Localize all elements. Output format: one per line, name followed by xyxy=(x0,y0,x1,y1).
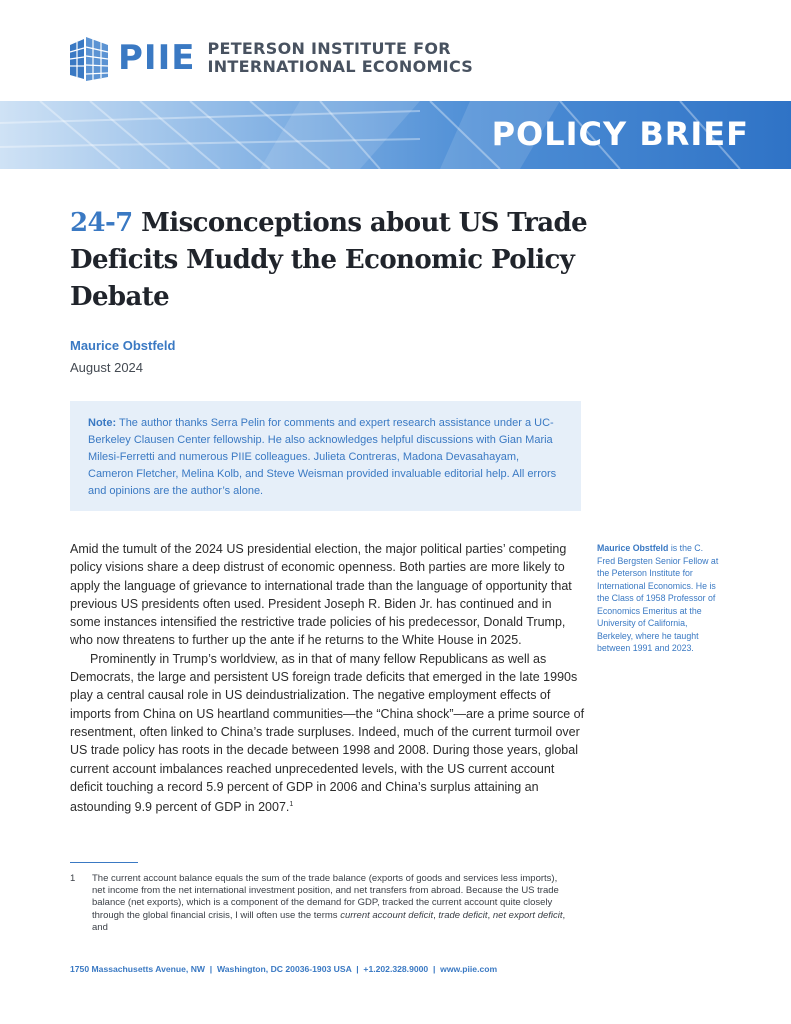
footnote-text-end: , and xyxy=(92,909,566,933)
footnote-term-2: trade deficit xyxy=(438,909,488,921)
institute-name xyxy=(207,40,473,76)
institute-name-line1: PETERSON INSTITUTE FOR xyxy=(207,39,451,58)
page-title xyxy=(70,205,630,316)
author-link[interactable]: Maurice Obstfeld xyxy=(70,338,176,353)
title-text: Misconceptions about US Trade Deficits Muddy the Economic Policy Debate xyxy=(70,208,588,312)
footnote-number: 1 xyxy=(70,873,76,884)
footnote-term-1: current account deficit xyxy=(340,909,434,921)
institute-name-line2: INTERNATIONAL ECONOMICS xyxy=(207,57,474,76)
logo-abbreviation: PIIE xyxy=(118,38,196,78)
note-text: The author thanks Serra Pelin for comments and expert research assistance under a UC-Berkeley Clausen Center fellowship. He also acknowledges helpful discussions with Gian Maria Milesi-Ferretti and numerous PIIE colleagues. Julieta Contreras, Madona Devasahayam, Cameron Fletcher, Melina Kolb, and Steve Weisman provided invaluable editorial help. All errors and opinions are the author’s alone. xyxy=(88,417,557,497)
footnote-term-3: net export deficit xyxy=(492,909,563,921)
paragraph-2-text: Prominently in Trump’s worldview, as in that of many fellow Republicans as well as Democrats, the large and persistent US foreign trade deficits that emerged in the late 1990s play a central causal role in US deindustrialization. The negative employment effects of imports from China on US heartland communities—the “China shock”—are a prime source of resentment, often linked to China’s trade surpluses. Indeed, much of the current turmoil over US trade policy has roots in the decade between 1998 and 2008. During those years, global current account imbalances reached unprecedented levels, with the US current account deficit touching a record 5.9 percent of GDP in 2006 and China’s surplus attaining an astounding 9.9 percent of GDP in 2007. xyxy=(70,651,585,815)
brief-number: 24-7 xyxy=(70,208,133,238)
bio-text: is the C. Fred Bergsten Senior Fellow at the Peterson Institute for International Economics. He is the Class of 1958 Professor of Economics Emeritus at the University of California, Berkeley, where he taught between 1991 and 2023. xyxy=(597,543,719,653)
footnote-text-main: The current account balance equals the sum of the trade balance (exports of goods and services less imports), net income from the net international investment position, and net transfers from abroad. Because the US trade balance (net exports), which is a component of the demand for GDP, tracked the current account quite closely through the global financial crisis, I will often use the terms xyxy=(92,873,559,921)
header-logo[interactable] xyxy=(68,35,473,81)
footnote xyxy=(70,873,570,934)
publication-date: August 2024 xyxy=(70,360,144,375)
policy-brief-banner xyxy=(0,101,791,169)
footnote-text: The current account balance equals the sum of the trade balance (exports of goods and services less imports), net income from the net international investment position, and net transfers from abroad. Because the US trade balance (net exports), which is a component of the demand for GDP, tracked the current account quite closely through the global financial crisis, I will often use the terms current account deficit, trade deficit, net export deficit, and xyxy=(92,873,566,933)
note-label: Note: xyxy=(88,417,117,429)
author-bio xyxy=(597,542,722,655)
footnote-divider xyxy=(70,862,138,863)
piie-building-logo-icon xyxy=(68,35,110,81)
bio-author-name: Maurice Obstfeld xyxy=(597,543,669,553)
footer-contact: 1750 Massachusetts Avenue, NW | Washington, DC 20036-1903 USA | +1.202.328.9000 | www.piie.com xyxy=(70,964,498,974)
body-text xyxy=(70,540,585,817)
banner-title: POLICY BRIEF xyxy=(491,115,749,153)
paragraph-2 xyxy=(70,650,585,817)
acknowledgment-note xyxy=(70,401,581,511)
paragraph-1: Amid the tumult of the 2024 US presidential election, the major political parties’ competing policy visions share a deep distrust of economic openness. Both parties are more likely to apply the language of grievance to international trade than the language of opportunity that previous US presidents often used. President Joseph R. Biden Jr. has continued and in some instances intensified the restrictive trade policies of his predecessor, Donald Trump, who now threatens to further up the ante if he returns to the White House in 2025. xyxy=(70,542,572,648)
footnote-reference[interactable]: 1 xyxy=(289,801,294,809)
